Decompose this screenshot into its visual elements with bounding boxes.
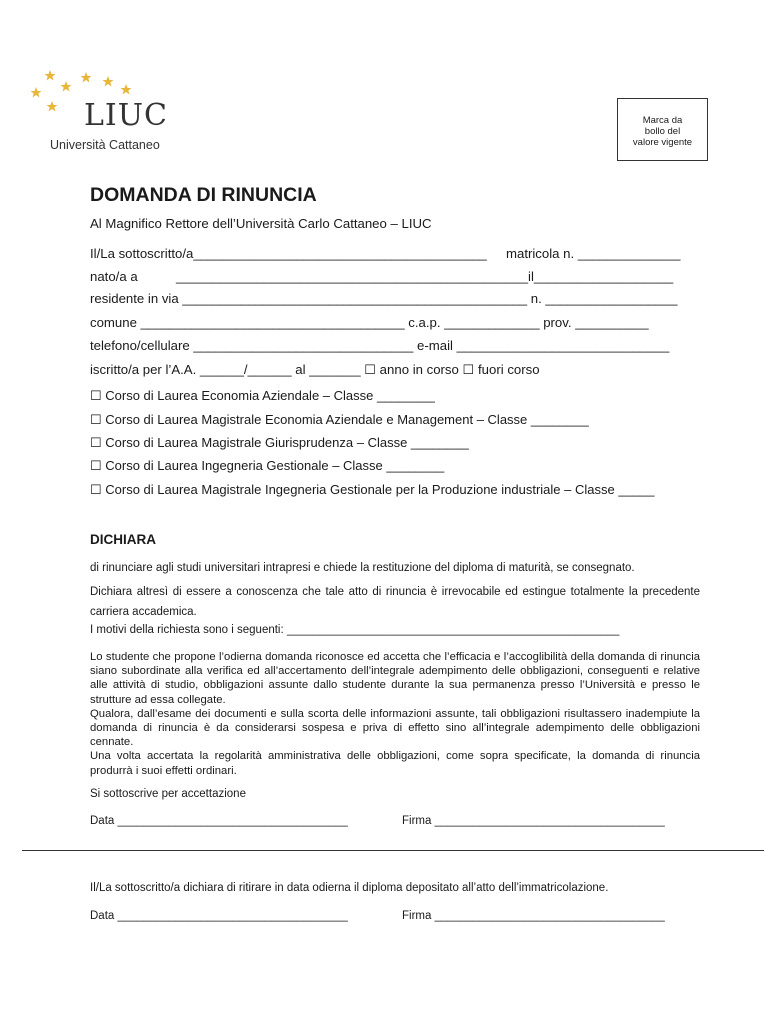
dichiara-para1: Lo studente che propone l’odierna domanda riconosce ed accetta che l’efficacia e l’accoglibilità della domanda di rinuncia siano subordinate alla verifica ed all’accertamento dell’integrale adempimento delle obbligazioni, conseguenti e relative alle attività di studio, obbligazioni assunte dallo studente durante la sua permanenza presso l’Università e presso le strutture ad essa collegate. [90,651,700,706]
field-telefono[interactable]: telefono/cellulare ______________________________ e-mail _____________________________ [90,338,670,353]
label-nato: nato/a a [90,269,138,284]
star-icon [45,70,56,81]
star-icon [121,84,132,95]
dichiara-line2: Dichiara altresì di essere a conoscenza che tale atto di rinuncia è irrevocabile ed estingue totalmente la precedente carriera accademica. [90,586,700,618]
divider [22,850,764,851]
field-firma[interactable]: Firma ____________________________________ [402,815,665,827]
field-residente[interactable]: residente in via _______________________________________________ n. __________________ [90,291,678,306]
field-firma-ritiro[interactable]: Firma ____________________________________ [402,910,665,922]
stamp-line: Marca da [642,115,683,126]
liuc-logo [28,68,168,158]
star-icon [81,72,92,83]
stamp-box [617,98,708,161]
ritiro-text: Il/La sottoscritto/a dichiara di ritirare in data odierna il diploma depositato all’atto dell’immatricolazione. [90,882,609,894]
field-comune[interactable]: comune ____________________________________ c.a.p. _____________ prov. __________ [90,315,649,330]
dichiara-para3: Una volta accertata la regolarità amministrativa delle obbligazioni, come sopra specificate, la domanda di rinuncia produrrà i suoi effetti ordinari. [90,750,700,777]
addressee: Al Magnifico Rettore dell’Università Carlo Cattaneo – LIUC [90,216,432,231]
dichiara-line1: di rinunciare agli studi universitari intrapresi e chiede la restituzione del diploma di maturità, se consegnato. [90,562,635,574]
course-option[interactable]: ☐ Corso di Laurea Economia Aziendale – Classe ________ [90,388,435,403]
star-icon [103,76,114,87]
dichiara-para2: Qualora, dall’esame dei documenti e sulla scorta delle informazioni assunte, tali obbligazioni risultassero inadempiute la domanda di rinuncia è da considerarsi sospesa e priva di effetto sino all’integrale adempimento delle obbligazioni cennate. [90,707,700,749]
page-title: DOMANDA DI RINUNCIA [90,184,317,206]
course-option[interactable]: ☐ Corso di Laurea Magistrale Ingegneria Gestionale per la Produzione industriale – Classe _____ [90,482,655,497]
sottoscrive-label: Si sottoscrive per accettazione [90,788,246,800]
dichiara-heading: DICHIARA [90,532,156,547]
star-icon [31,87,42,98]
field-data-ritiro[interactable]: Data ____________________________________ [90,910,348,922]
logo-name: LIUC [84,98,169,133]
star-icon [61,81,72,92]
dichiara-para [90,650,700,778]
course-option[interactable]: ☐ Corso di Laurea Magistrale Economia Aziendale e Management – Classe ________ [90,412,589,427]
field-motivi[interactable]: I motivi della richiesta sono i seguenti: ____________________________________________________ [90,624,620,636]
field-data[interactable]: Data ____________________________________ [90,815,348,827]
stamp-line: bollo del [644,126,681,137]
course-option[interactable]: ☐ Corso di Laurea Ingegneria Gestionale – Classe ________ [90,458,445,473]
field-sottoscritto[interactable]: Il/La sottoscritto/a________________________________________ [90,246,487,261]
field-matricola[interactable]: matricola n. ______________ [506,246,681,261]
course-option[interactable]: ☐ Corso di Laurea Magistrale Giurisprudenza – Classe ________ [90,435,469,450]
stamp-line: valore vigente [632,137,693,148]
star-icon [47,101,58,112]
logo-subtitle: Università Cattaneo [50,138,160,152]
field-nato[interactable]: ________________________________________________il___________________ [176,269,674,284]
field-iscritto[interactable]: iscritto/a per l’A.A. ______/______ al _______ ☐ anno in corso ☐ fuori corso [90,362,540,377]
